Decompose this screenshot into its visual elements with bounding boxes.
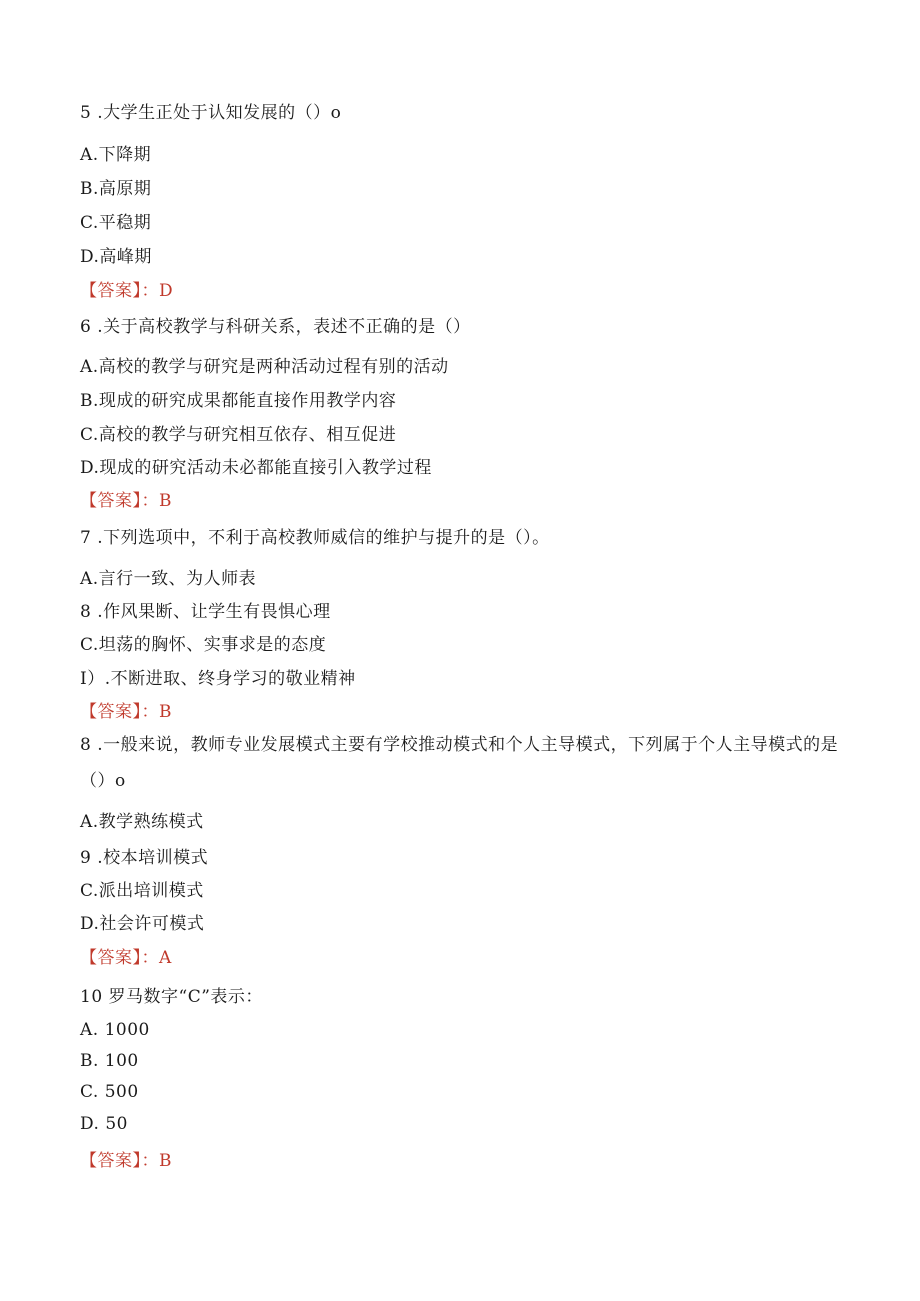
q7-option-d: I）.不断进取、终身学习的敬业精神	[80, 669, 356, 689]
question-7-stem: 7 .下列选项中，不利于高校教师威信的维护与提升的是（）。	[80, 528, 550, 548]
q5-option-a: A.下降期	[80, 145, 152, 165]
q10-option-c: C. 500	[80, 1082, 139, 1102]
q10-answer: 【答案】：B	[80, 1151, 172, 1171]
q8-option-b: 9 .校本培训模式	[80, 848, 209, 868]
q10-option-a: A. 1000	[80, 1020, 150, 1040]
q10-option-b: B. 100	[80, 1051, 139, 1071]
q6-option-a: A.高校的教学与研究是两种活动过程有别的活动	[80, 357, 449, 377]
q8-option-a: A.教学熟练模式	[80, 812, 204, 832]
q7-option-a: A.言行一致、为人师表	[80, 569, 257, 589]
q6-option-c: C.高校的教学与研究相互依存、相互促进	[80, 425, 397, 445]
q5-option-b: B.高原期	[80, 179, 152, 199]
q7-answer: 【答案】：B	[80, 702, 172, 722]
q7-option-b: 8 .作风果断、让学生有畏惧心理	[80, 602, 331, 622]
question-10-stem: 10 罗马数字“C”表示：	[80, 987, 263, 1007]
q5-option-c: C.平稳期	[80, 213, 152, 233]
q5-answer: 【答案】：D	[80, 281, 174, 301]
question-8-stem: 8 .一般来说，教师专业发展模式主要有学校推动模式和个人主导模式，下列属于个人主导模式的是（）o	[80, 735, 839, 791]
question-5-stem: 5 .大学生正处于认知发展的（）o	[80, 103, 342, 123]
q8-option-d: D.社会许可模式	[80, 914, 205, 934]
q6-option-d: D.现成的研究活动未必都能直接引入教学过程	[80, 458, 432, 478]
question-6-stem: 6 .关于高校教学与科研关系，表述不正确的是（）	[80, 317, 471, 337]
q8-answer: 【答案】：A	[80, 948, 172, 968]
q8-option-c: C.派出培训模式	[80, 881, 204, 901]
q6-answer: 【答案】：B	[80, 491, 172, 511]
q5-option-d: D.高峰期	[80, 247, 152, 267]
q6-option-b: B.现成的研究成果都能直接作用教学内容	[80, 391, 397, 411]
q7-option-c: C.坦荡的胸怀、实事求是的态度	[80, 635, 327, 655]
q10-option-d: D. 50	[80, 1114, 128, 1134]
